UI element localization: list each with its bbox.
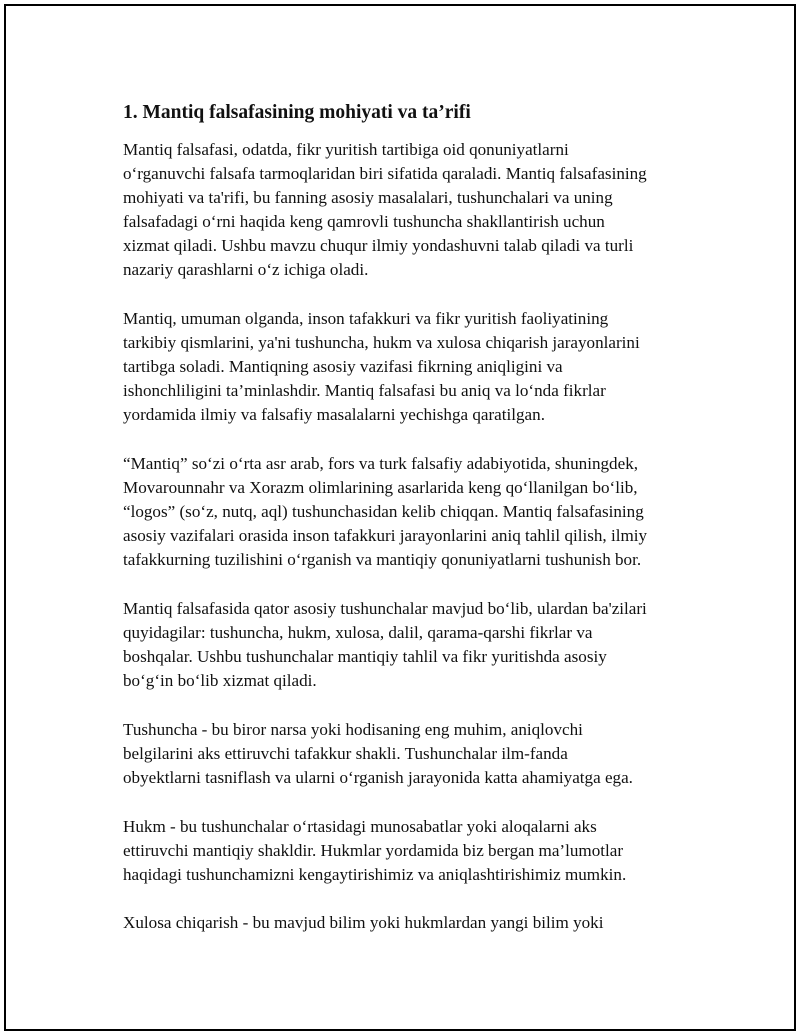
text-line: tartibga soladi. Mantiqning asosiy vazifasi fikrning aniqligini va [123,357,563,377]
paragraph-concept [123,718,698,790]
text-line: xizmat qiladi. Ushbu mavzu chuqur ilmiy yondashuvni talab qiladi va turli [123,236,634,256]
text-line: haqidagi tushunchamizni kengaytirishimiz va aniqlashtirishimiz mumkin. [123,864,627,884]
text-line: bo‘g‘in bo‘lib xizmat qiladi. [123,671,317,691]
text-line: falsafadagi o‘rni haqida keng qamrovli tushuncha shakllantirish uchun [123,212,605,232]
text-line: mohiyati va ta'rifi, bu fanning asosiy masalalari, tushunchalari va uning [123,188,613,208]
paragraph-judgment [123,815,698,887]
section-heading: 1. Mantiq falsafasining mohiyati va ta’rifi [123,102,471,123]
paragraph-etymology [123,452,698,572]
text-line: Mantiq, umuman olganda, inson tafakkuri va fikr yuritish faoliyatining [123,309,609,329]
text-line: Mantiq falsafasida qator asosiy tushunchalar mavjud bo‘lib, ulardan ba'zilari [123,599,647,618]
text-line: ettiruvchi mantiqiy shakldir. Hukmlar yordamida biz bergan ma’lumotlar [123,840,624,860]
paragraph-basic-concepts [123,597,698,693]
text-line: Hukm - bu tushunchalar o‘rtasidagi munosabatlar yoki aloqalarni aks [123,816,597,836]
paragraph-inference [123,911,698,935]
text-line: tarkibiy qismlarini, ya'ni tushuncha, hukm va xulosa chiqarish jarayonlarini [123,333,640,353]
text-line: obyektlarni tasniflash va ularni o‘rganish jarayonida katta ahamiyatga ega. [123,768,633,788]
text-line: “Mantiq” so‘zi o‘rta asr arab, fors va turk falsafiy adabiyotida, shuningdek, [123,454,639,474]
text-line: yordamida ilmiy va falsafiy masalalarni yechishga qaratilgan. [123,405,545,425]
document-body [123,100,698,960]
text-line: nazariy qarashlarni o‘z ichiga oladi. [123,260,369,280]
text-line: “logos” (so‘z, nutq, aql) tushunchasidan kelib chiqqan. Mantiq falsafasining [123,502,644,522]
text-line: boshqalar. Ushbu tushunchalar mantiqiy tahlil va fikr yuritishda asosiy [123,647,607,667]
text-line: ishonchliligini ta’minlashdir. Mantiq falsafasi bu aniq va lo‘nda fikrlar [123,381,606,401]
text-line: Movarounnahr va Xorazm olimlarining asarlarida keng qo‘llanilgan bo‘lib, [123,478,638,498]
text-line: asosiy vazifalari orasida inson tafakkuri jarayonlarini aniq tahlil qilish, ilmiy [123,526,648,546]
paragraph-logic-role [123,307,698,427]
paragraph-definition [123,138,698,283]
text-line: belgilarini aks ettiruvchi tafakkur shakli. Tushunchalar ilm-fanda [123,743,568,763]
document-page [4,4,796,1031]
text-line: Tushuncha - bu biror narsa yoki hodisaning eng muhim, aniqlovchi [123,719,583,739]
text-line: o‘rganuvchi falsafa tarmoqlaridan biri sifatida qaraladi. Mantiq falsafasining [123,164,647,184]
text-line: Mantiq falsafasi, odatda, fikr yuritish tartibiga oid qonuniyatlarni [123,140,569,159]
text-line: quyidagilar: tushuncha, hukm, xulosa, dalil, qarama-qarshi fikrlar va [123,623,593,643]
text-line: Xulosa chiqarish - bu mavjud bilim yoki hukmlardan yangi bilim yoki [123,913,604,933]
text-line: tafakkurning tuzilishini o‘rganish va mantiqiy qonuniyatlarni tushunish bor. [123,550,642,570]
